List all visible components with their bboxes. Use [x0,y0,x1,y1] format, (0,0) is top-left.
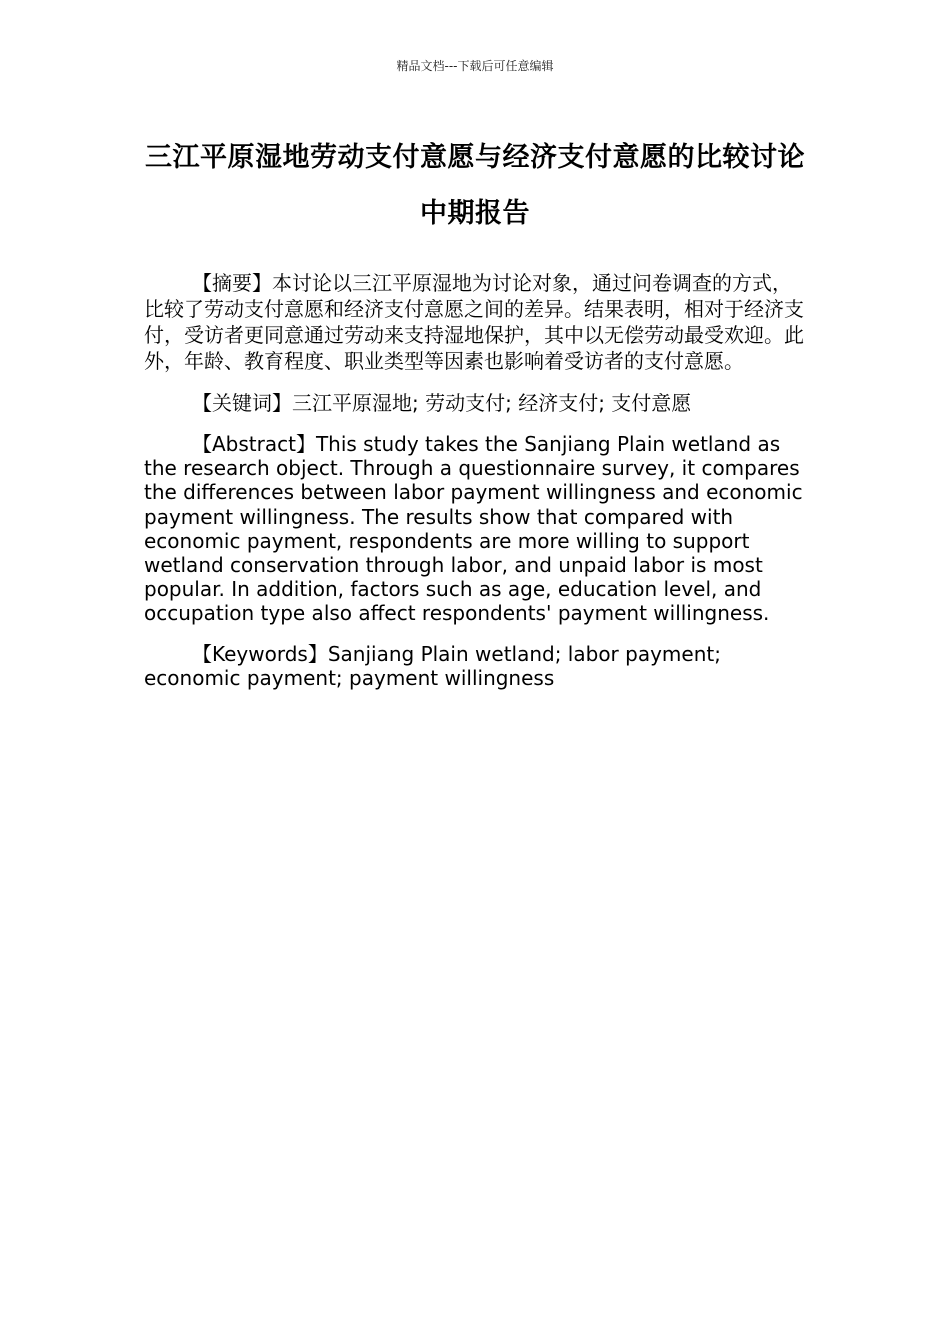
document-title: 三江平原湿地劳动支付意愿与经济支付意愿的比较讨论中期报告 [145,142,805,229]
abstract-english: 【Abstract】This study takes the Sanjiang Plain wetland as the research object. Through a questionnaire survey, it compares the differences between labor payment willingness and economic payment willingness. The results show that compared with economic payment, respondents are more willing to support wetland conservation through labor, and unpaid labor is most popular. In addition, factors such as age, education level, and occupation type also affect respondents' payment willingness. [144,432,803,626]
keywords-chinese: 【关键词】三江平原湿地; 劳动支付; 经济支付; 支付意愿 [192,391,692,415]
abstract-chinese: 【摘要】本讨论以三江平原湿地为讨论对象，通过问卷调查的方式，比较了劳动支付意愿和经济支付意愿之间的差异。结果表明，相对于经济支付，受访者更同意通过劳动来支持湿地保护，其中以无偿劳动最受欢迎。此外，年龄、教育程度、职业类型等因素也影响着受访者的支付意愿。 [144,271,804,373]
header-note: 精品文档---下载后可任意编辑 [396,59,554,73]
document-body [144,270,808,706]
keywords-english: 【Keywords】Sanjiang Plain wetland; labor payment; economic payment; payment willingness [144,641,721,690]
